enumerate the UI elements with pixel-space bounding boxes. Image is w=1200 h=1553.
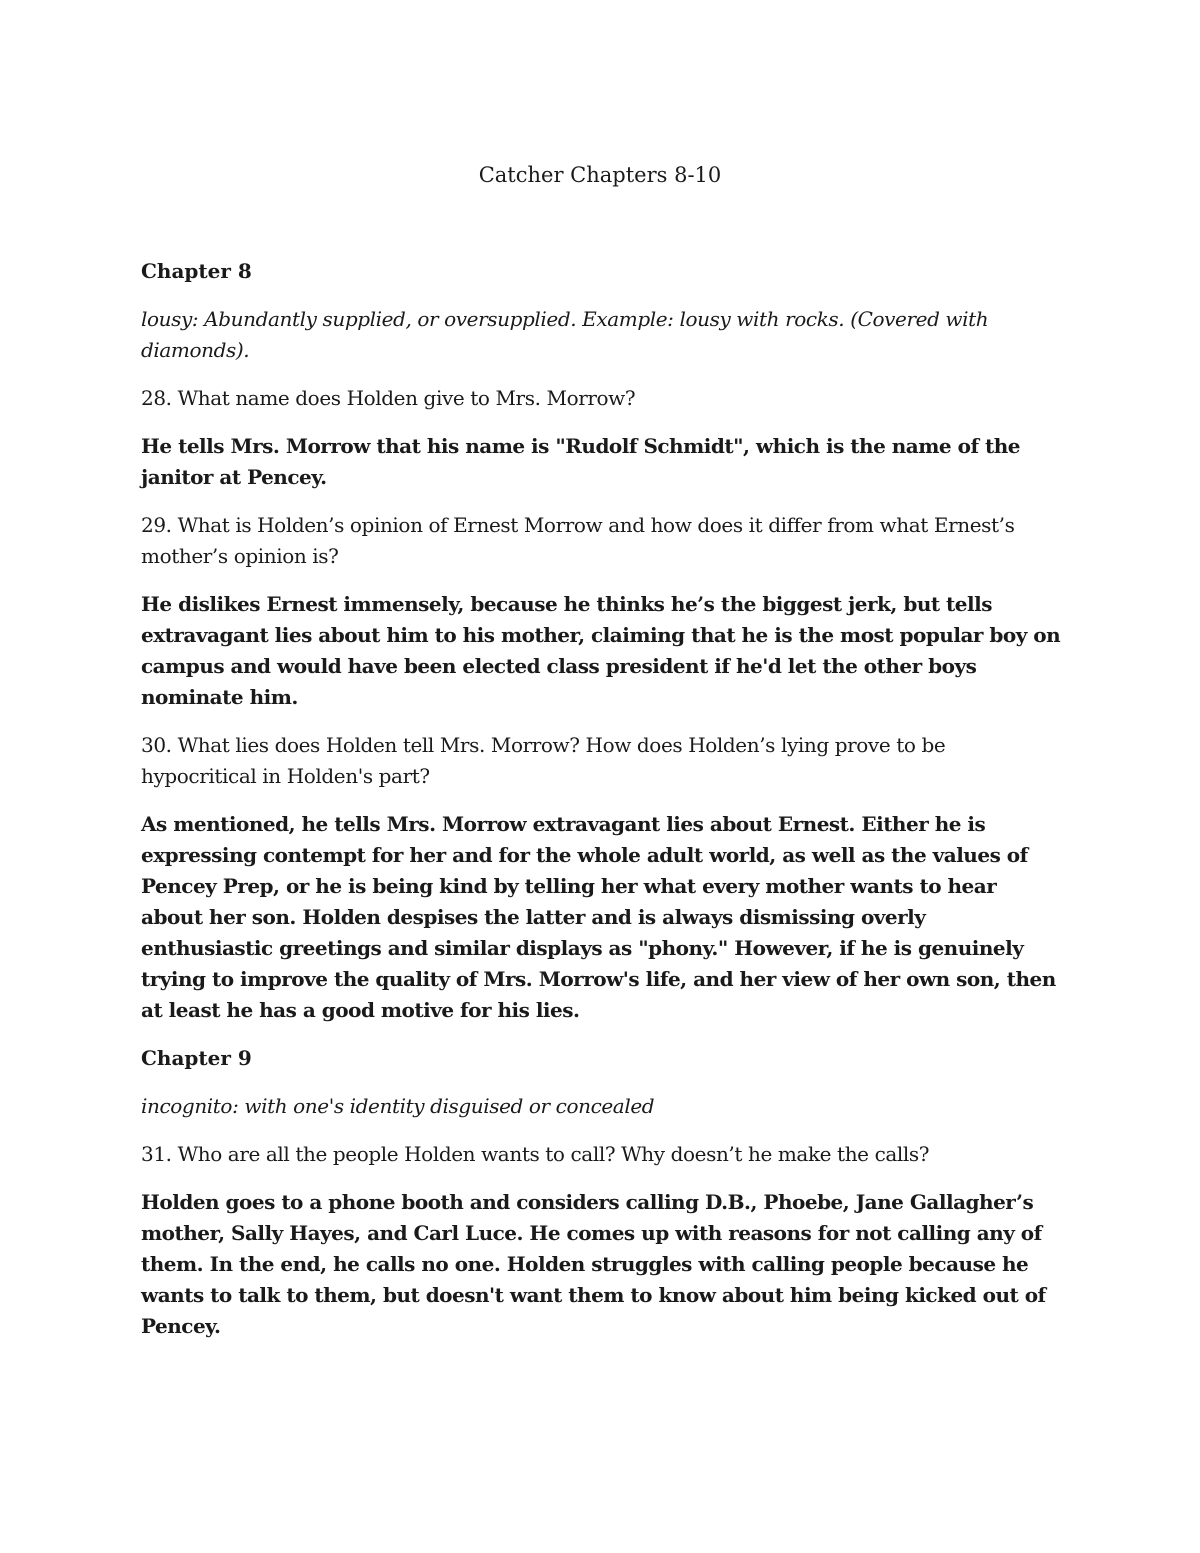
document-body xyxy=(141,256,1061,1359)
question-29: 29. What is Holden’s opinion of Ernest Morrow and how does it differ from what Ernest’s mother’s opinion is? xyxy=(141,513,1015,568)
question-31: 31. Who are all the people Holden wants to call? Why doesn’t he make the calls? xyxy=(141,1142,930,1166)
answer-31: Holden goes to a phone booth and considers calling D.B., Phoebe, Jane Gallagher’s mother, Sally Hayes, and Carl Luce. He comes up with reasons for not calling any of them. In the end, he calls no one. Holden struggles with calling people because he wants to talk to them, but doesn't want them to know about him being kicked out of Pencey. xyxy=(141,1190,1046,1338)
chapter-9-heading: Chapter 9 xyxy=(141,1046,252,1070)
question-28: 28. What name does Holden give to Mrs. Morrow? xyxy=(141,386,636,410)
vocab-incognito: incognito: with one's identity disguised or concealed xyxy=(141,1094,655,1118)
chapter-8-heading: Chapter 8 xyxy=(141,259,252,283)
answer-28: He tells Mrs. Morrow that his name is "Rudolf Schmidt", which is the name of the janitor at Pencey. xyxy=(141,434,1021,489)
answer-30: As mentioned, he tells Mrs. Morrow extravagant lies about Ernest. Either he is expressing contempt for her and for the whole adult world, as well as the values of Pencey Prep, or he is being kind by telling her what every mother wants to hear about her son. Holden despises the latter and is always dismissing overly enthusiastic greetings and similar displays as "phony." However, if he is genuinely trying to improve the quality of Mrs. Morrow's life, and her view of her own son, then at least he has a good motive for his lies. xyxy=(141,812,1056,1022)
vocab-lousy: lousy: Abundantly supplied, or oversupplied. Example: lousy with rocks. (Covered with diamonds). xyxy=(141,307,989,362)
answer-29: He dislikes Ernest immensely, because he thinks he’s the biggest jerk, but tells extravagant lies about him to his mother, claiming that he is the most popular boy on campus and would have been elected class president if he'd let the other boys nominate him. xyxy=(141,592,1061,709)
question-30: 30. What lies does Holden tell Mrs. Morrow? How does Holden’s lying prove to be hypocritical in Holden's part? xyxy=(141,733,946,788)
page-title: Catcher Chapters 8-10 xyxy=(478,163,722,187)
